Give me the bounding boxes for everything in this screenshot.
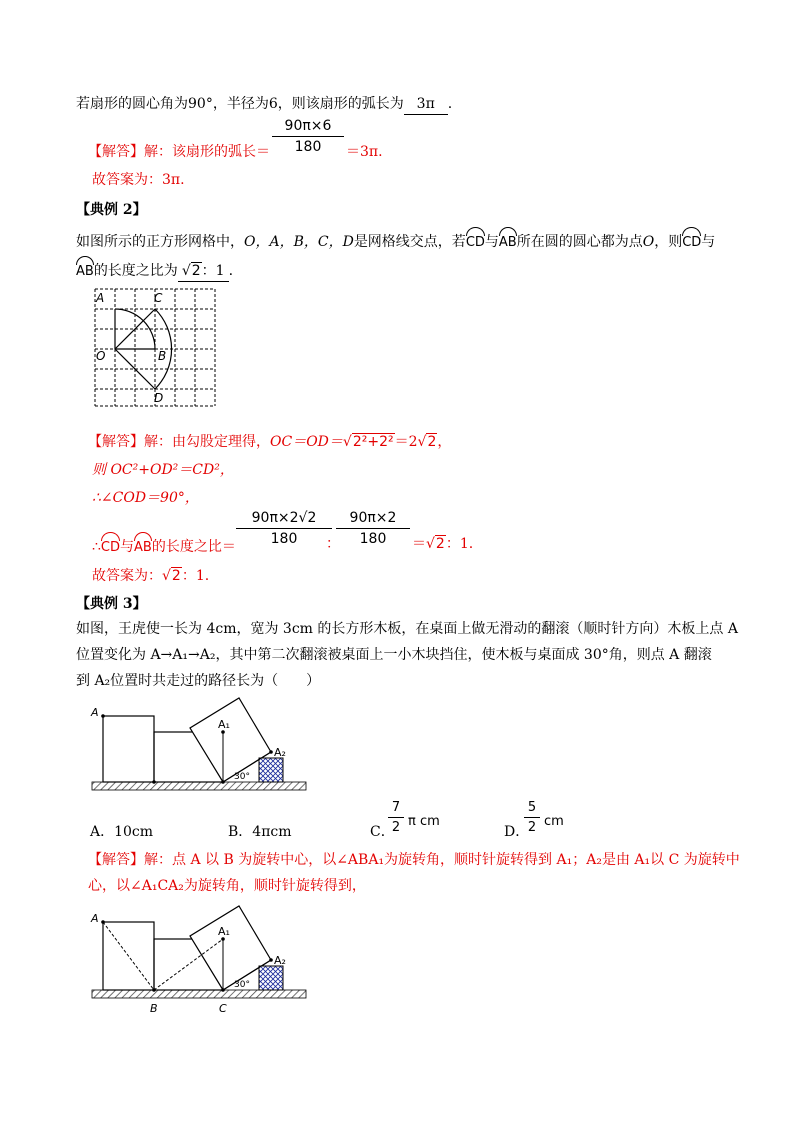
sqrt-icon: √2 bbox=[181, 263, 201, 279]
ex2-yu-3: 与 bbox=[120, 539, 135, 555]
grid-figure bbox=[90, 284, 220, 410]
q1-frac-num: 90π×6 bbox=[272, 118, 344, 137]
q1-period: . bbox=[447, 96, 453, 112]
ex2-sol4-prefix: ∴ bbox=[92, 539, 101, 555]
q1-question bbox=[76, 94, 452, 115]
opt-c-num: 7 bbox=[388, 800, 404, 818]
label-a: A bbox=[96, 291, 105, 305]
ex2-sol1-mid: ＝2 bbox=[394, 434, 418, 450]
fig1-label-a2: A₂ bbox=[274, 746, 286, 759]
arc-ab-symbol: AB bbox=[499, 229, 517, 253]
ex2-sol4-end: ：1. bbox=[445, 536, 474, 552]
opt-d-num: 5 bbox=[524, 800, 540, 818]
opt-c-den: 2 bbox=[391, 820, 401, 835]
ex2-sol-line2: 则 OC²+OD²＝CD²， bbox=[92, 462, 234, 478]
q1-answer: 3π bbox=[404, 94, 448, 115]
ex2-sol-line4 bbox=[92, 534, 236, 558]
arc-ab-symbol-2: AB bbox=[76, 258, 94, 282]
ex2-sol4-text: 的长度之比＝ bbox=[151, 539, 236, 555]
ex2-period: . bbox=[228, 263, 234, 279]
sqrt-icon: √2²+2² bbox=[342, 434, 394, 450]
ex2-final-rad: 2 bbox=[171, 568, 181, 584]
ex2-sol1-rad: 2²+2² bbox=[352, 434, 394, 450]
arc-cd-symbol-2: CD bbox=[682, 229, 701, 253]
ex2-question-line2 bbox=[76, 258, 233, 282]
ex3-heading: 【典例 3】 bbox=[76, 596, 147, 612]
fig2-label-a: A bbox=[91, 912, 99, 925]
ex2-sol1-prefix: 【解答】解：由勾股定理得， bbox=[88, 434, 270, 450]
ex2-f1-num: 90π×2√2 bbox=[236, 510, 332, 529]
ex2-sol1-eq: OC＝OD＝ bbox=[270, 434, 343, 450]
q1-fraction bbox=[272, 118, 344, 155]
q1-sol-prefix: 【解答】解：该扇形的弧长＝ bbox=[88, 144, 270, 160]
ex3-line2: 位置变化为 A→A₁→A₂，其中第二次翻滚被桌面上一小木块挡住，使木板与桌面成 30°角，则点 A 翻滚 bbox=[76, 647, 712, 663]
option-d-fraction bbox=[524, 800, 540, 835]
sqrt-icon: √2 bbox=[426, 536, 445, 552]
ex2-sol-line1 bbox=[88, 432, 451, 452]
ex2-sep: ： bbox=[326, 536, 340, 552]
ex2-heading: 【典例 2】 bbox=[76, 202, 147, 218]
ex2-yu-2: 与 bbox=[701, 234, 716, 250]
option-c-fraction bbox=[388, 800, 404, 835]
ex2-text-d: ，则 bbox=[654, 234, 683, 250]
fig2-label-a2: A₂ bbox=[274, 954, 286, 967]
fig1-angle-label: 30° bbox=[234, 772, 250, 782]
ex3-sol-line1: 【解答】解：点 A 以 B 为旋转中心，以∠ABA₁为旋转角，顺时针旋转得到 A₁；A₂是由 A₁以 C 为旋转中 bbox=[88, 852, 740, 868]
q1-sol-suffix: ＝3π. bbox=[346, 144, 383, 160]
fig2-label-c: C bbox=[219, 1002, 227, 1015]
label-c: C bbox=[154, 291, 163, 305]
q1-frac-den: 180 bbox=[294, 139, 322, 155]
option-d-unit: cm bbox=[544, 814, 564, 829]
ex2-text-b: 是网格线交点，若 bbox=[353, 234, 466, 250]
fig1-label-a1: A₁ bbox=[218, 718, 230, 731]
option-a[interactable]: A．10cm bbox=[90, 824, 154, 840]
ex2-f2-num: 90π×2 bbox=[336, 510, 410, 529]
q1-final: 故答案为：3π. bbox=[92, 172, 185, 188]
ex2-sol1-rad2: 2 bbox=[427, 434, 437, 450]
ex2-o: O bbox=[642, 234, 655, 250]
ex2-question-line1 bbox=[76, 229, 715, 253]
ex2-f2-den: 180 bbox=[359, 531, 387, 547]
ex3-line3: 到 A₂位置时共走过的路径长为（ ） bbox=[76, 673, 321, 689]
option-c-unit: π cm bbox=[408, 814, 440, 829]
ex2-sol4-rad: 2 bbox=[435, 536, 445, 552]
option-b[interactable]: B．4πcm bbox=[228, 824, 292, 840]
ex2-ans-rad: 2 bbox=[191, 263, 201, 279]
ex2-sol4-eq: ＝ bbox=[412, 536, 426, 552]
ex2-text-c: 所在圆的圆心都为点 bbox=[516, 234, 643, 250]
option-d-label[interactable]: D． bbox=[504, 824, 530, 840]
ex2-final-end: ：1. bbox=[181, 568, 210, 584]
ex2-sol4-result bbox=[412, 534, 473, 554]
rolling-board-solution-figure bbox=[88, 904, 310, 1020]
fig2-label-b: B bbox=[150, 1002, 158, 1015]
fig2-angle-label: 30° bbox=[234, 980, 250, 990]
ex2-ans-rest: ：1 bbox=[201, 263, 225, 279]
ex2-text-a: 如图所示的正方形网格中， bbox=[76, 234, 244, 250]
ex2-final-prefix: 故答案为： bbox=[92, 568, 162, 584]
fig1-label-a: A bbox=[91, 706, 99, 719]
sqrt-icon: √2 bbox=[162, 568, 181, 584]
ex2-sol-line3: ∴∠COD＝90°， bbox=[92, 490, 199, 506]
arc-cd-symbol: CD bbox=[466, 229, 485, 253]
ex2-fraction-2 bbox=[336, 510, 410, 547]
q1-solution bbox=[88, 142, 270, 162]
ex2-text-e: 的长度之比为 bbox=[93, 263, 178, 279]
option-c-label[interactable]: C． bbox=[370, 824, 395, 840]
ex3-line1: 如图，王虎使一长为 4cm，宽为 3cm 的长方形木板，在桌面上做无滑动的翻滚（顺时针方向）木板上点 A bbox=[76, 621, 738, 637]
ex2-fraction-1 bbox=[236, 510, 332, 547]
arc-cd-symbol-3: CD bbox=[101, 534, 120, 558]
ex2-f1-den: 180 bbox=[270, 531, 298, 547]
ex2-points: O，A，B，C，D bbox=[244, 234, 354, 250]
ex2-final bbox=[92, 566, 209, 586]
arc-ab-symbol-3: AB bbox=[134, 534, 152, 558]
q1-text: 若扇形的圆心角为90°，半径为6，则该扇形的弧长为 bbox=[76, 96, 404, 112]
fig2-label-a1: A₁ bbox=[218, 925, 230, 938]
ex2-answer bbox=[178, 261, 229, 282]
rolling-board-figure bbox=[88, 696, 310, 796]
ex2-yu: 与 bbox=[484, 234, 499, 250]
label-o: O bbox=[96, 349, 106, 363]
sqrt-icon: √2 bbox=[417, 434, 437, 450]
label-b: B bbox=[158, 349, 167, 363]
label-d: D bbox=[154, 391, 164, 405]
opt-d-den: 2 bbox=[527, 820, 537, 835]
ex3-sol-line2: 心，以∠A₁CA₂为旋转角，顺时针旋转得到， bbox=[88, 878, 366, 894]
ex2-sol1-end: ， bbox=[437, 434, 452, 450]
